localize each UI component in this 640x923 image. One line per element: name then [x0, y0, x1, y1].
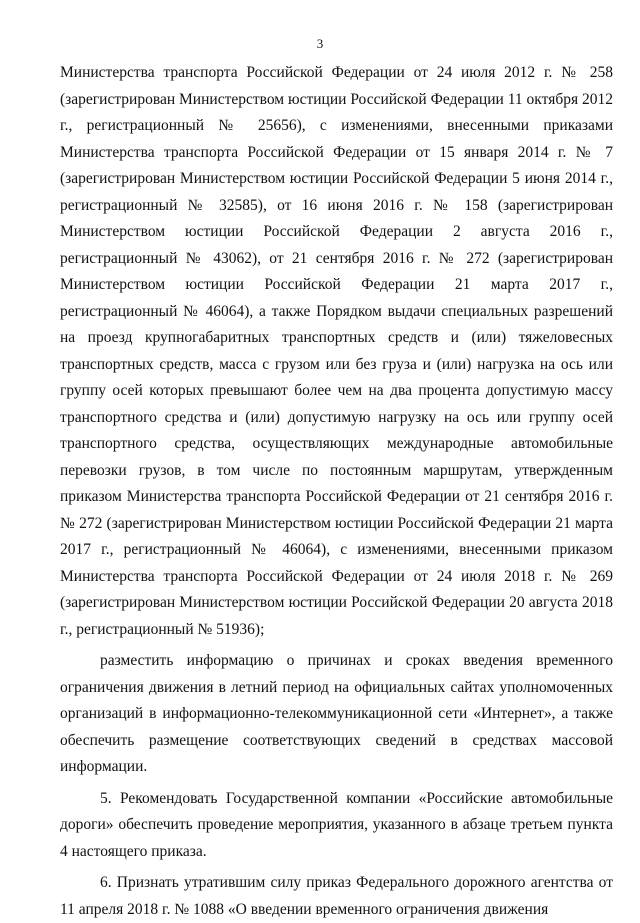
document-body: [60, 60, 613, 923]
paragraph-item-5: 5. Рекомендовать Государственной компании «Российские автомобильные дороги» обеспечить проведение мероприятия, указанного в абзаце третьем пункта 4 настоящего приказа.: [60, 789, 613, 860]
page-number: 3: [316, 36, 324, 51]
paragraph-publish-info: разместить информацию о причинах и сроках введения временного ограничения движения в летний период на официальных сайтах уполномоченных организаций в информационно-телекоммуникационной сети «Интернет», а также обеспечить размещение соответствующих сведений в средствах массовой информации.: [60, 652, 613, 775]
paragraph-continuation: Министерства транспорта Российской Федерации от 24 июля 2012 г. № 258 (зарегистрирован Министерством юстиции Российской Федерации 11 октября 2012 г., регистрационный № 25656), с изменениями, внесенными приказами Министерства транспорта Российской Федерации от 15 января 2014 г. № 7 (зарегистрирован Министерством юстиции Российской Федерации 5 июня 2014 г., регистрационный № 32585), от 16 июня 2016 г. № 158 (зарегистрирован Министерством юстиции Российской Федерации 2 августа 2016 г., регистрационный № 43062), от 21 сентября 2016 г. № 272 (зарегистрирован Министерством юстиции Российской Федерации 21 марта 2017 г., регистрационный № 46064), а также Порядком выдачи специальных разрешений на проезд крупногабаритных транспортных средств и (или) тяжеловесных транспортных средств, масса с грузом или без груза и (или) нагрузка на ось или группу осей которых превышают более чем на два процента допустимую массу транспортного средства и (или) допустимую нагрузку на ось или группу осей транспортного средства, осуществляющих международные автомобильные перевозки грузов, в том числе по постоянным маршрутам, утвержденным приказом Министерства транспорта Российской Федерации от 21 сентября 2016 г. № 272 (зарегистрирован Министерством юстиции Российской Федерации 21 марта 2017 г., регистрационный № 46064), с изменениями, внесенными приказом Министерства транспорта Российской Федерации от 24 июля 2018 г. № 269 (зарегистрирован Министерством юстиции Российской Федерации 20 августа 2018 г., регистрационный № 51936);: [60, 64, 613, 638]
paragraph-item-6: 6. Признать утратившим силу приказ Федерального дорожного агентства от 11 апреля 2018 г. № 1088 «О введении временного ограничения движения: [60, 874, 613, 918]
